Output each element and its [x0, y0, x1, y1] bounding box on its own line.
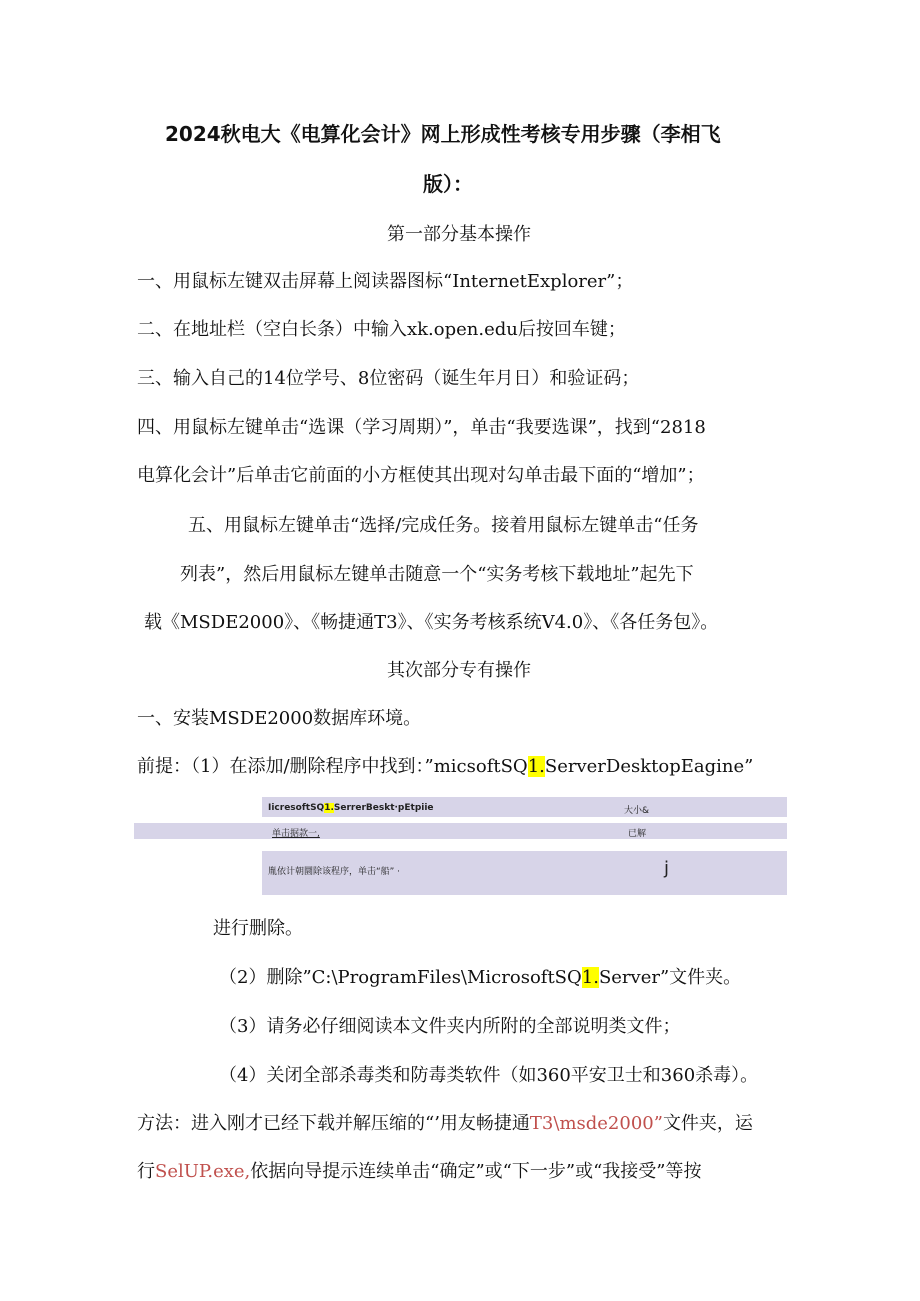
- program-name-highlight: 1.: [324, 803, 334, 813]
- remove-button-glyph: j: [664, 858, 670, 879]
- section-heading-2: 其次部分专有操作: [387, 660, 531, 681]
- premise-text-end: ServerDesktopEagine”: [544, 756, 754, 777]
- method-line-2: [137, 1160, 702, 1184]
- method-line-1: [137, 1112, 753, 1136]
- premise-highlight: 1.: [527, 756, 545, 777]
- support-row-band: [134, 823, 787, 839]
- program-name-part2: SerrerBeskt·pEtpiie: [333, 803, 434, 813]
- step-4-line-1: 四、用鼠标左键单击“选课（学习周期）”，单击“我要选课”，找到“2818: [137, 417, 706, 438]
- remove-instruction: 胤依计朝圜除该程序，单击“船” ·: [268, 867, 401, 877]
- premise-line: [137, 755, 753, 779]
- step-4-line-2: 电算化会计”后单击它前面的小方框使其出现对勾单击最下面的“增加”；: [137, 465, 705, 486]
- program-name-part1: IicresoftSQ: [268, 803, 325, 813]
- program-name: [268, 803, 434, 813]
- step-3: 三、输入自己的14位学号、8位密码（诞生年月日）和验证码；: [137, 368, 640, 389]
- delete-folder-text-end: Server”文件夹。: [598, 967, 742, 988]
- method-run-text: 行: [137, 1161, 155, 1182]
- step-2: 二、在地址栏（空白长条）中输入xk.open.edu后按回车键；: [137, 319, 626, 340]
- delete-folder-text: （2）删除”C:\ProgramFiles\MicrosoftSQ: [219, 967, 582, 988]
- delete-instruction: 进行删除。: [213, 918, 303, 939]
- method-text: 方法：进入刚才已经下载并解压缩的“’用友畅捷通: [137, 1113, 530, 1134]
- step-2-delete-folder: [219, 966, 741, 990]
- step-5-line-2: 列表”，然后用鼠标左键单击随意一个“实务考核下载地址”起先下: [180, 564, 694, 585]
- delete-folder-highlight: 1.: [581, 967, 599, 988]
- step-4-close-antivirus: （4）关闭全部杀毒类和防毒类软件（如360平安卫士和360杀毒）。: [219, 1065, 759, 1086]
- used-label: 已解: [628, 829, 647, 839]
- method-run-text-end: 依据向导提示连续单击“确定”或“下一步”或“我接受”等按: [250, 1161, 702, 1182]
- section-heading: 第一部分基本操作: [387, 224, 531, 245]
- method-text-end: 文件夹，运: [662, 1113, 753, 1134]
- support-info-link: 单击据款一,: [272, 829, 320, 839]
- method-setup-file: SelUP.exe,: [155, 1161, 251, 1182]
- method-folder-path: T3\msde2000”: [529, 1113, 663, 1134]
- step-3-read-docs: （3）请务必仔细阅读本文件夹内所附的全部说明类文件；: [219, 1016, 681, 1037]
- step-5-line-3: 载《MSDE2000》、《畅捷通T3》、《实务考核系统V4.0》、《各任务包》。: [144, 612, 719, 633]
- install-item-1: 一、安装MSDE2000数据库环境。: [137, 708, 422, 729]
- step-1-app-name: “InternetExplorer: [443, 271, 607, 292]
- step-1-end: ”；: [606, 271, 634, 292]
- premise-text: 前提：（1）在添加/删除程序中找到：”micsoftSQ: [137, 756, 528, 777]
- program-size-label: 大小&: [624, 806, 650, 816]
- step-1-text: 一、用鼠标左键双击屏幕上阅读器图标: [137, 271, 443, 292]
- step-1: [137, 270, 633, 294]
- page-title: 2024秋电大《电算化会计》网上形成性考核专用步骤（李相飞: [165, 122, 721, 146]
- page-title-continued: 版）：: [423, 172, 473, 196]
- step-5-line-1: 五、用鼠标左键单击“选择/完成任务。接着用鼠标左键单击“任务: [188, 515, 699, 536]
